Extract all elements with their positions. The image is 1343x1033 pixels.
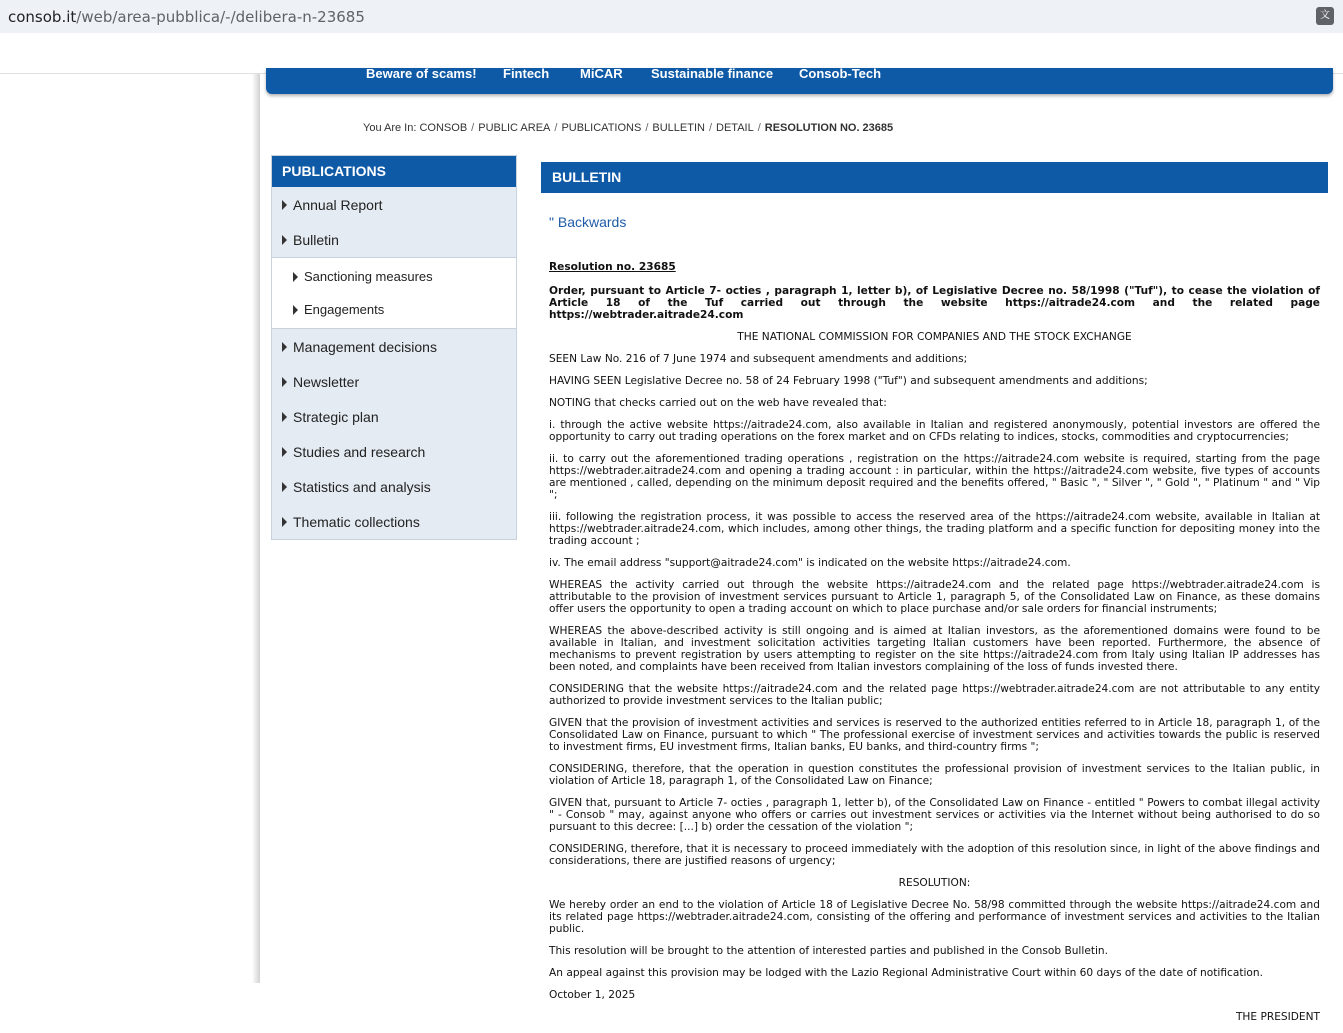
paragraph: NOTING that checks carried out on the web have revealed that: — [549, 397, 887, 409]
paragraph: GIVEN that the provision of investment activities and services is reserved to the authorized entities referred to in Article 18, paragraph 1, of the Consolidated Law on Finance, pursuant to which " The professional exercise of investment services and activities towards the public is reserved to investment firms, EU investment firms, Italian banks, EU banks, and third-country firms "; — [549, 717, 1320, 753]
resolution-order: Order, pursuant to Article 7- octies , paragraph 1, letter b), of Legislative Decree no. 58/1998 ("Tuf"), to cease the violation of Article 18 of the Tuf carried out through the website https://aitrade24.com and the related page https://webtrader.aitrade24.com — [549, 285, 1320, 321]
sidebar-item-label: Studies and research — [293, 443, 426, 460]
main-content — [541, 162, 1328, 1033]
sidebar-item-label: Newsletter — [293, 373, 360, 390]
caret-right-icon — [282, 482, 287, 492]
breadcrumb-detail[interactable]: DETAIL — [716, 122, 754, 134]
sidebar-item-label: Management decisions — [293, 338, 437, 355]
sidebar-item-annual-report[interactable] — [272, 187, 516, 222]
sidebar-item-bulletin[interactable] — [272, 222, 516, 257]
paragraph: CONSIDERING that the website https://aitrade24.com and the related page https://webtrader.aitrade24.com are not attributable to any entity authorized to provide investment services to the Italian public; — [549, 683, 1320, 707]
sidebar-item-label: Thematic collections — [293, 513, 420, 530]
resolution-title: Resolution no. 23685 — [549, 261, 676, 273]
sidebar-item-label: Annual Report — [293, 196, 383, 213]
address-bar[interactable] — [0, 0, 1343, 33]
caret-right-icon — [293, 305, 298, 315]
paragraph: i. through the active website https://aitrade24.com, also available in Italian and registered anonymously, potential investors are offered the opportunity to carry out trading operations on the forex market and on CFDs relating to indices, stocks, commodities and cryptocurrencies; — [549, 419, 1320, 443]
sidebar-item-label: Statistics and analysis — [293, 478, 431, 495]
sidebar-item-label: Bulletin — [293, 231, 339, 248]
translate-icon[interactable]: 文 — [1316, 7, 1334, 25]
paragraph: SEEN Law No. 216 of 7 June 1974 and subsequent amendments and additions; — [549, 353, 968, 365]
breadcrumb-bulletin[interactable]: BULLETIN — [652, 122, 705, 134]
resolution-date: October 1, 2025 — [549, 989, 636, 1001]
paragraph: GIVEN that, pursuant to Article 7- octies , paragraph 1, letter b), of the Consolidated Law on Finance - entitled " Powers to combat illegal activity " - Consob " may, against anyone who offers or carries out investment services or activities via the Internet without being authorised to do so pursuant to this decree: [...] b) order the cessation of the violation "; — [549, 797, 1320, 833]
paragraph: iii. following the registration process, it was possible to access the reserved area of the https://aitrade24.com website, available in Italian at https://webtrader.aitrade24.com, which includes, among other things, the trading platform and a specific function for depositing money into the trading account ; — [549, 511, 1320, 547]
paragraph: CONSIDERING, therefore, that the operation in question constitutes the professional provision of investment services to the Italian public, in violation of Article 18, paragraph 1, of the Consolidated Law on Finance; — [549, 763, 1320, 787]
sidebar-item-newsletter[interactable] — [272, 364, 516, 399]
sidebar-item-statistics-and-analysis[interactable] — [272, 469, 516, 504]
top-navigation — [266, 68, 1333, 94]
sidebar-item-thematic-collections[interactable] — [272, 504, 516, 539]
paragraph: CONSIDERING, therefore, that it is necessary to proceed immediately with the adoption of this resolution since, in light of the above findings and considerations, there are justified reasons of urgency; — [549, 843, 1320, 867]
breadcrumb-prefix: You Are In: — [363, 122, 417, 134]
caret-right-icon — [293, 272, 298, 282]
paragraph: ii. to carry out the aforementioned trading operations , registration on the https://aitrade24.com website is required, starting from the page https://webtrader.aitrade24.com and opening a trading account : in particular, within the https://aitrade24.com website, five types of accounts are mentioned , called, depending on the minimum deposit required and the benefits offered, " Basic ", " Silver ", " Gold ", " Platinum " and " Vip "; — [549, 453, 1320, 501]
sidebar-subitem-label: Engagements — [304, 302, 385, 317]
url-host: consob.it — [8, 7, 77, 26]
breadcrumb-current: RESOLUTION NO. 23685 — [764, 122, 894, 134]
sidebar-subitem-sanctioning-measures[interactable] — [272, 260, 516, 293]
commission-heading: THE NATIONAL COMMISSION FOR COMPANIES AND THE STOCK EXCHANGE — [737, 331, 1132, 343]
nav-micar[interactable]: MiCAR — [580, 66, 623, 81]
closing-paragraph: This resolution will be brought to the attention of interested parties and published in the Consob Bulletin. — [549, 945, 1109, 957]
breadcrumb: You Are In: CONSOB / PUBLIC AREA / PUBLICATIONS / BULLETIN / DETAIL / RESOLUTION NO. 23685 — [363, 122, 894, 134]
closing-paragraph: An appeal against this provision may be lodged with the Lazio Regional Administrative Court within 60 days of the date of notification. — [549, 967, 1263, 979]
caret-right-icon — [282, 200, 287, 210]
paragraph: HAVING SEEN Legislative Decree no. 58 of 24 February 1998 ("Tuf") and subsequent amendments and additions; — [549, 375, 1148, 387]
caret-right-icon — [282, 235, 287, 245]
publications-sidebar — [271, 155, 517, 540]
sidebar-item-studies-and-research[interactable] — [272, 434, 516, 469]
nav-consob-tech[interactable]: Consob-Tech — [799, 66, 882, 81]
main-header: BULLETIN — [541, 162, 1328, 193]
caret-right-icon — [282, 342, 287, 352]
bulletin-submenu — [272, 257, 516, 329]
sidebar-subitem-engagements[interactable] — [272, 293, 516, 326]
url-path: /web/area-pubblica/-/delibera-n-23685 — [76, 7, 365, 26]
closing-paragraph: We hereby order an end to the violation of Article 18 of Legislative Decree No. 58/98 committed through the website https://aitrade24.com and its related page https://webtrader.aitrade24.com, consisting of the offering and performance of investment services and activities to the Italian public. — [549, 899, 1320, 935]
page-shadow — [252, 74, 260, 983]
paragraph: WHEREAS the above-described activity is still ongoing and is aimed at Italian investors, as the aforementioned domains were found to be available in Italian, and investment solicitation activities targeting Italian customers have been reported. Furthermore, the absence of mechanisms to prevent registration by users attempting to register on the site https://aitrade24.com from Italy using Italian IP addresses has been noted, and complaints have been received from Italian investors complaining of the loss of funds invested there. — [549, 625, 1320, 673]
resolution-document — [549, 261, 1320, 1023]
resolution-heading: RESOLUTION: — [898, 877, 971, 889]
page — [260, 66, 1343, 1023]
breadcrumb-publications[interactable]: PUBLICATIONS — [561, 122, 642, 134]
nav-beware-of-scams[interactable]: Beware of scams! — [366, 66, 477, 81]
caret-right-icon — [282, 412, 287, 422]
caret-right-icon — [282, 377, 287, 387]
sidebar-subitem-label: Sanctioning measures — [304, 269, 433, 284]
sidebar-item-strategic-plan[interactable] — [272, 399, 516, 434]
paragraph: iv. The email address "support@aitrade24.com" is indicated on the website https://aitrade24.com. — [549, 557, 1071, 569]
caret-right-icon — [282, 517, 287, 527]
breadcrumb-consob[interactable]: CONSOB — [419, 122, 468, 134]
sidebar-item-label: Strategic plan — [293, 408, 379, 425]
breadcrumb-public-area[interactable]: PUBLIC AREA — [478, 122, 551, 134]
backwards-link[interactable]: " Backwards — [549, 214, 627, 230]
caret-right-icon — [282, 447, 287, 457]
page-left-margin — [0, 74, 259, 983]
paragraph: WHEREAS the activity carried out through the website https://aitrade24.com and the related page https://webtrader.aitrade24.com is attributable to the provision of investment services pursuant to Article 1, paragraph 5, of the Consolidated Law on Finance, as these domains offer users the opportunity to open a trading account on which to place purchase and/or sale orders for financial instruments; — [549, 579, 1320, 615]
signature: THE PRESIDENT — [1235, 1011, 1320, 1023]
sidebar-item-management-decisions[interactable] — [272, 329, 516, 364]
nav-sustainable-finance[interactable]: Sustainable finance — [651, 66, 774, 81]
sidebar-title: PUBLICATIONS — [272, 156, 516, 187]
nav-fintech[interactable]: Fintech — [503, 66, 550, 81]
